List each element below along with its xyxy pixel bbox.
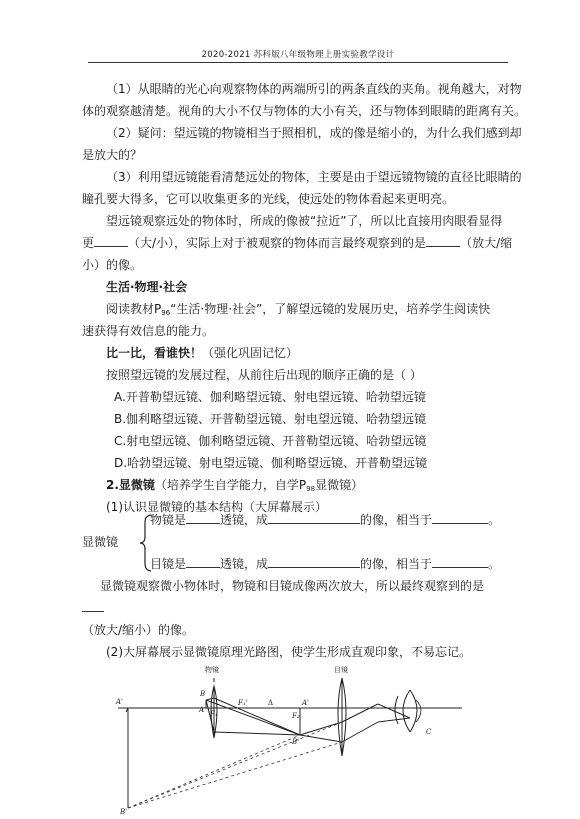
- page-header: 2020-2021 苏科版八年级物理上册实验教学设计: [201, 50, 395, 60]
- paragraph-line: 瞳孔要大得多，它可以收集更多的光线，使远处的物体看起来更明亮。: [82, 192, 455, 206]
- text-fragment: 的像，相当于: [360, 513, 433, 527]
- label-b-bottom: B': [120, 808, 128, 816]
- virtual-ray: [128, 742, 342, 808]
- virtual-ray: [128, 735, 300, 808]
- section-note: 显微镜）: [315, 478, 364, 492]
- text-fragment: 更: [82, 236, 95, 250]
- section-title: 比一比，看谁快！: [106, 346, 203, 360]
- page-subscript: 96: [161, 309, 171, 317]
- paragraph-line: 小）的像。: [82, 258, 143, 272]
- label-delta: Δ: [268, 699, 274, 707]
- answer-blank[interactable]: [186, 555, 220, 568]
- eyepiece-label: 目镜: [334, 666, 348, 674]
- answer-blank[interactable]: [268, 555, 360, 568]
- paragraph-line: （放大/缩小）的像。: [82, 623, 195, 637]
- objective-row: [150, 509, 500, 531]
- label-f1: F₁: [210, 710, 218, 718]
- microscope-optical-diagram: [110, 660, 470, 816]
- label-b: B: [200, 690, 206, 698]
- paragraph-line: 体的观察越清楚。视角的大小不仅与物体的大小有关，还与物体到眼睛的距离有关。: [82, 104, 527, 118]
- text-fragment: 。: [488, 557, 501, 571]
- answer-blank[interactable]: [268, 511, 360, 524]
- answer-blank[interactable]: [186, 511, 220, 524]
- answer-blank[interactable]: [432, 511, 488, 524]
- text-fragment: 透镜，成: [220, 557, 269, 571]
- option-a: A.开普勒望远镜、伽利略望远镜、射电望远镜、哈勃望远镜: [114, 390, 426, 404]
- answer-blank[interactable]: [82, 599, 104, 612]
- text-fragment: 阅读教材P: [106, 302, 162, 316]
- text-fragment: 物镜是: [150, 513, 187, 527]
- paragraph-line: 显微镜观察微小物体时，物镜和目镜成像两次放大，所以最终观察到的是: [100, 579, 485, 593]
- text-fragment: “生活·物理·社会”，了解望远镜的发展历史，培养学生阅读快: [170, 302, 491, 316]
- option-d: D.哈勃望远镜、射电望远镜、伽利略望远镜、开普勒望远镜: [114, 456, 428, 470]
- paragraph-line: （2）疑问：望远镜的物镜相当于照相机，成的像是缩小的，为什么我们感到却: [106, 126, 522, 140]
- header-rule: [88, 62, 508, 63]
- option-b: B.伽利略望远镜、开普勒望远镜、射电望远镜、哈勃望远镜: [114, 412, 427, 426]
- section-note: （强化巩固记忆）: [202, 346, 299, 360]
- paragraph-line: 是放大的？: [82, 148, 143, 162]
- paragraph-line: (2)大屏幕展示显微镜原理光路图，使学生形成直观印象，不易忘记。: [106, 645, 472, 659]
- page-subscript: 98: [306, 485, 316, 493]
- label-c: C: [426, 728, 432, 736]
- section-title: 生活·物理·社会: [106, 280, 188, 294]
- label-f2: F₂: [292, 712, 300, 720]
- option-c: C.射电望远镜、伽利略望远镜、开普勒望远镜、哈勃望远镜: [114, 434, 427, 448]
- paragraph-line: 速获得有效信息的能力。: [82, 324, 215, 338]
- answer-blank-line: [82, 597, 104, 619]
- text-fragment: 的像，相当于: [360, 557, 433, 571]
- text-fragment: （大/小），实际上对于被观察的物体而言最终观察到的是: [128, 236, 427, 250]
- microscope-label: 显微镜: [82, 535, 119, 549]
- answer-blank[interactable]: [426, 234, 460, 247]
- label-a-prime: A': [116, 698, 123, 706]
- question-stem: 按照望远镜的发展过程，从前往后出现的顺序正确的是（ ）: [106, 368, 422, 382]
- answer-blank[interactable]: [432, 555, 488, 568]
- paragraph-line: （1）从眼睛的光心向观察物体的两端所引的两条直线的夹角。视角越大，对物: [106, 82, 522, 96]
- objective-label: 物镜: [205, 666, 219, 674]
- section-note: （培养学生自学能力，自学P: [154, 478, 307, 492]
- paragraph-line: （3）利用望远镜能看清楚远处的物体，主要是由于望远镜物镜的直径比眼睛的: [106, 170, 522, 184]
- text-fragment: 透镜，成: [220, 513, 269, 527]
- section-title: 2.显微镜: [106, 478, 155, 492]
- virtual-ray: [128, 722, 342, 808]
- text-fragment: （放大/缩: [460, 236, 513, 250]
- answer-blank[interactable]: [94, 234, 128, 247]
- label-a2: A': [302, 699, 309, 707]
- text-fragment: 。: [488, 513, 501, 527]
- paragraph-line: 望远镜观察远处的物体时，所成的像被“拉近”了，所以比直接用肉眼看显得: [106, 214, 503, 228]
- label-f1-prime: F₁': [238, 699, 248, 707]
- fill-in-line: [82, 232, 512, 254]
- text-fragment: 目镜是: [150, 557, 187, 571]
- label-a: A: [199, 706, 205, 714]
- section-heading-line: [82, 342, 536, 364]
- eyepiece-row: [150, 553, 500, 575]
- label-b2: B': [292, 738, 300, 746]
- paragraph-line: (1)认识显微镜的基本结构（大屏幕展示）: [106, 500, 327, 514]
